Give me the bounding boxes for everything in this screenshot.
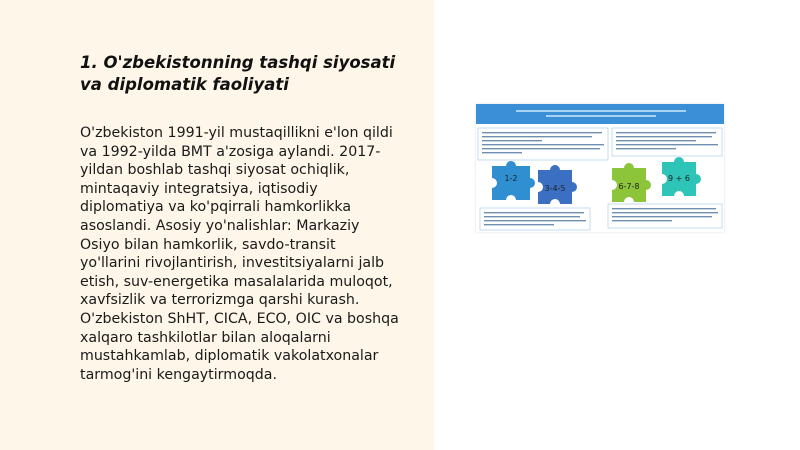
puzzle-infographic: [476, 104, 724, 232]
puzzle-piece-3: [612, 163, 651, 202]
puzzle-piece-3-label: 6-7-8: [618, 182, 640, 191]
puzzle-piece-2-label: 3-4-5: [544, 184, 566, 193]
puzzle-piece-2: [538, 165, 577, 204]
slide-title: 1. O'zbekistonning tashqi siyosati va diplomatik faoliyati: [80, 53, 396, 94]
infographic-header: [476, 104, 724, 124]
puzzle-piece-4: [662, 157, 701, 196]
text-box-top-right: [612, 128, 722, 156]
puzzle-piece-1: [492, 161, 535, 200]
puzzle-piece-1-label: 1-2: [504, 174, 518, 183]
text-box-bottom-left: [480, 208, 590, 230]
puzzle-infographic-graphic: [476, 104, 724, 232]
slide-body-text: O'zbekiston 1991-yil mustaqillikni e'lon qildi va 1992-yilda BMT a'zosiga aylandi. 2017-yildan boshlab tashqi siyosat ochiqlik, mintaqaviy integratsiya, iqtisodiy diplomatiya va ko'pqirrali hamkorlikka asoslandi. Asosiy yo'nalishlar: Markaziy Osiyo bilan hamkorlik, savdo-transit yo'llarini rivojlantirish, investitsiyalarni jalb etish, suv-energetika masalalarida muloqot, xavfsizlik va terrorizmga qarshi kurash. O'zbekiston ShHT, CICA, ECO, OIC va boshqa xalqaro tashkilotlar bilan aloqalarni mustahkamlab, diplomatik vakolatxonalar tarmog'ini kengaytirmoqda.: [80, 125, 399, 383]
text-box-bottom-right: [608, 204, 722, 228]
puzzle-piece-4-label: 9 + 6: [668, 174, 690, 183]
text-box-top-left: [478, 128, 608, 160]
